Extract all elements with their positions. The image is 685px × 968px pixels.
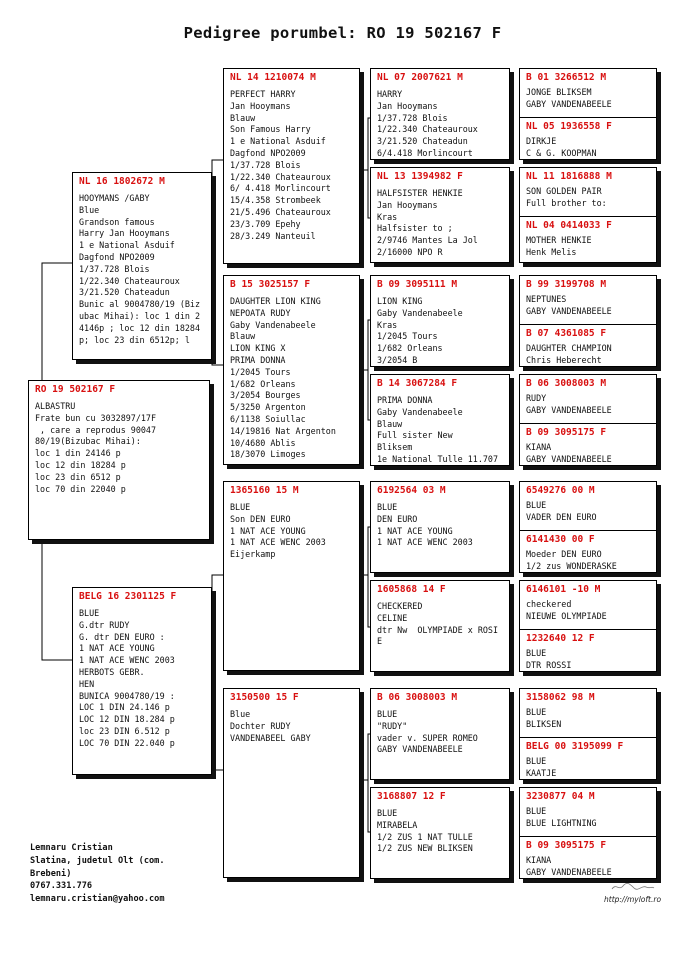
gen4-details: DAUGHTER CHAMPION Chris Heberecht: [526, 343, 612, 365]
gen3-ring: 6192564 03 M: [377, 485, 446, 496]
gen4-details: BLUE DTR ROSSI: [526, 648, 572, 670]
gen2-card: [223, 68, 360, 264]
dam-details: BLUE G.dtr RUDY G. dtr DEN EURO : 1 NAT ACE YOUNG 1 NAT ACE WENC 2003 HERBOTS GEBR. HEN BUNICA 9004780/19 : LOC 1 DIN 24.146 p LOC 12 DIN 18.284 p loc 23 DIN 6.512 p LOC 70 DIN 22.040 p: [79, 608, 175, 748]
gen2-ring: 1365160 15 M: [230, 485, 299, 496]
gen4-ring: B 09 3095175 F: [526, 840, 607, 851]
dam-card: [72, 587, 212, 775]
gen4-pair-card: [519, 787, 657, 879]
gen4-ring: NL 04 0414033 F: [526, 220, 612, 231]
gen4-pair-card: [519, 275, 657, 367]
gen4-ring: NL 11 1816888 M: [526, 171, 612, 182]
gen4-details: NEPTUNES GABY VANDENABEELE: [526, 294, 612, 316]
subject-details: ALBASTRU Frate bun cu 3032897/17F , care a reprodus 90047 80/19(Bizubac Mihai): loc 1 din 24146 p loc 12 din 18284 p loc 23 din 6512 p loc 70 din 22040 p: [35, 401, 157, 494]
gen4-ring: 6141430 00 F: [526, 534, 595, 545]
gen3-card: [370, 688, 510, 780]
gen3-ring: NL 13 1394982 F: [377, 171, 463, 182]
owner-email: lemnaru.cristian@yahoo.com: [30, 894, 165, 905]
gen3-details: CHECKERED CELINE dtr Nw OLYMPIADE x ROSI E: [377, 601, 499, 647]
owner-info: [30, 842, 165, 906]
gen4-details: DIRKJE C & G. KOOPMAN: [526, 136, 597, 158]
sire-card: [72, 172, 212, 360]
watermark-url: http://myloft.ro: [604, 895, 662, 904]
gen4-ring: B 07 4361085 F: [526, 328, 607, 339]
gen2-details: PERFECT HARRY Jan Hooymans Blauw Son Famous Harry 1 e National Asduif Dagfond NPO2009 1/37.728 Blois 1/22.340 Chateauroux 6/ 4.418 Morlincourt 15/4.358 Strombeek 21/5.496 Chateauroux 23/3.709 Epehy 28/3.249 Nanteuil: [230, 89, 331, 241]
gen3-card: [370, 374, 510, 466]
gen4-details: MOTHER HENKIE Henk Melis: [526, 235, 592, 257]
gen3-ring: NL 07 2007621 M: [377, 72, 463, 83]
gen3-details: BLUE MIRABELA 1/2 ZUS 1 NAT TULLE 1/2 ZUS NEW BLIKSEN: [377, 808, 473, 854]
gen4-ring: B 06 3008003 M: [526, 378, 607, 389]
gen4-ring: BELG 00 3195099 F: [526, 741, 624, 752]
gen4-ring: 3158062 98 M: [526, 692, 595, 703]
gen3-card: [370, 275, 510, 367]
subject-ring: RO 19 502167 F: [35, 384, 116, 395]
gen2-ring: NL 14 1210074 M: [230, 72, 316, 83]
gen3-ring: B 06 3008003 M: [377, 692, 458, 703]
gen3-details: LION KING Gaby Vandenabeele Kras 1/2045 Tours 1/682 Orleans 3/2054 B: [377, 296, 463, 365]
gen4-ring: NL 05 1936558 F: [526, 121, 612, 132]
gen4-ring: B 01 3266512 M: [526, 72, 607, 83]
sire-ring: NL 16 1802672 M: [79, 176, 165, 187]
gen4-details: SON GOLDEN PAIR Full brother to:: [526, 186, 607, 208]
gen2-card: [223, 275, 360, 465]
gen4-pair-card: [519, 167, 657, 263]
gen2-details: BLUE Son DEN EURO 1 NAT ACE YOUNG 1 NAT ACE WENC 2003 Eijerkamp: [230, 502, 326, 560]
gen2-ring: B 15 3025157 F: [230, 279, 311, 290]
gen3-ring: 1605868 14 F: [377, 584, 446, 595]
gen4-details: BLUE BLIKSEN: [526, 707, 562, 729]
signature-logo: [610, 882, 656, 892]
gen3-card: [370, 481, 510, 573]
gen4-details: BLUE BLUE LIGHTNING: [526, 806, 597, 828]
gen4-pair-card: [519, 580, 657, 672]
owner-phone: 0767.331.776: [30, 881, 93, 892]
owner-name: Lemnaru Cristian: [30, 843, 113, 853]
gen3-details: PRIMA DONNA Gaby Vandenabeele Blauw Full sister New Bliksem 1e National Tulle 11.707: [377, 395, 499, 464]
gen3-ring: B 09 3095111 M: [377, 279, 458, 290]
subject-card: [28, 380, 210, 540]
gen4-pair-card: [519, 688, 657, 780]
gen2-card: [223, 688, 360, 878]
gen4-ring: 1232640 12 F: [526, 633, 595, 644]
gen3-card: [370, 167, 510, 263]
gen3-ring: B 14 3067284 F: [377, 378, 458, 389]
gen3-details: BLUE "RUDY" vader v. SUPER ROMEO GABY VANDENABEELE: [377, 709, 478, 755]
gen4-details: BLUE VADER DEN EURO: [526, 500, 597, 522]
gen3-card: [370, 68, 510, 160]
gen4-details: KIANA GABY VANDENABEELE: [526, 442, 612, 464]
owner-address: Brebeni): [30, 868, 72, 879]
gen2-ring: 3150500 15 F: [230, 692, 299, 703]
gen3-card: [370, 580, 510, 672]
dam-ring: BELG 16 2301125 F: [79, 591, 177, 602]
gen4-details: BLUE KAATJE: [526, 756, 557, 778]
owner-address: Slatina, judetul Olt (com.: [30, 855, 165, 866]
gen4-pair-card: [519, 374, 657, 466]
gen2-details: Blue Dochter RUDY VANDENABEEL GABY: [230, 709, 311, 743]
gen4-pair-card: [519, 481, 657, 573]
gen2-details: DAUGHTER LION KING NEPOATA RUDY Gaby Vandenabeele Blauw LION KING X PRIMA DONNA 1/2045 Tours 1/682 Orleans 3/2054 Bourges 5/3250 Argenton 6/1138 Soiullac 14/19816 Nat Argenton 10/4680 Ablis 18/3070 Limoges: [230, 296, 336, 460]
gen2-card: [223, 481, 360, 671]
gen4-ring: 3230877 04 M: [526, 791, 595, 802]
gen4-ring: 6549276 00 M: [526, 485, 595, 496]
gen4-details: JONGE BLIKSEM GABY VANDENABEELE: [526, 87, 612, 109]
gen3-card: [370, 787, 510, 879]
gen3-details: HALFSISTER HENKIE Jan Hooymans Kras Halfsister to ; 2/9746 Mantes La Jol 2/16000 NPO R: [377, 188, 478, 257]
gen4-details: Moeder DEN EURO 1/2 zus WONDERASKE: [526, 549, 617, 571]
gen4-pair-card: [519, 68, 657, 160]
gen4-details: KIANA GABY VANDENABEELE: [526, 855, 612, 877]
page-title: Pedigree porumbel: RO 19 502167 F: [183, 24, 502, 42]
gen3-ring: 3168807 12 F: [377, 791, 446, 802]
gen4-ring: 6146101 -10 M: [526, 584, 601, 595]
gen4-details: checkered NIEUWE OLYMPIADE: [526, 599, 607, 621]
gen4-details: RUDY GABY VANDENABEELE: [526, 393, 612, 415]
gen4-ring: B 99 3199708 M: [526, 279, 607, 290]
gen4-ring: B 09 3095175 F: [526, 427, 607, 438]
gen3-details: HARRY Jan Hooymans 1/37.728 Blois 1/22.340 Chateauroux 3/21.520 Chateadun 6/4.418 Morlincourt: [377, 89, 478, 158]
sire-details: HOOYMANS /GABY Blue Grandson famous Harry Jan Hooymans 1 e National Asduif Dagfond NPO2009 1/37.728 Blois 1/22.340 Chateauroux 3/21.520 Chateadun Bunic al 9004780/19 (Biz ubac Mihai): loc 1 din 2 4146p ; loc 12 din 18284 p; loc 23 din 6512p; l: [79, 193, 201, 345]
gen3-details: BLUE DEN EURO 1 NAT ACE YOUNG 1 NAT ACE WENC 2003: [377, 502, 473, 548]
watermark: [604, 882, 661, 905]
